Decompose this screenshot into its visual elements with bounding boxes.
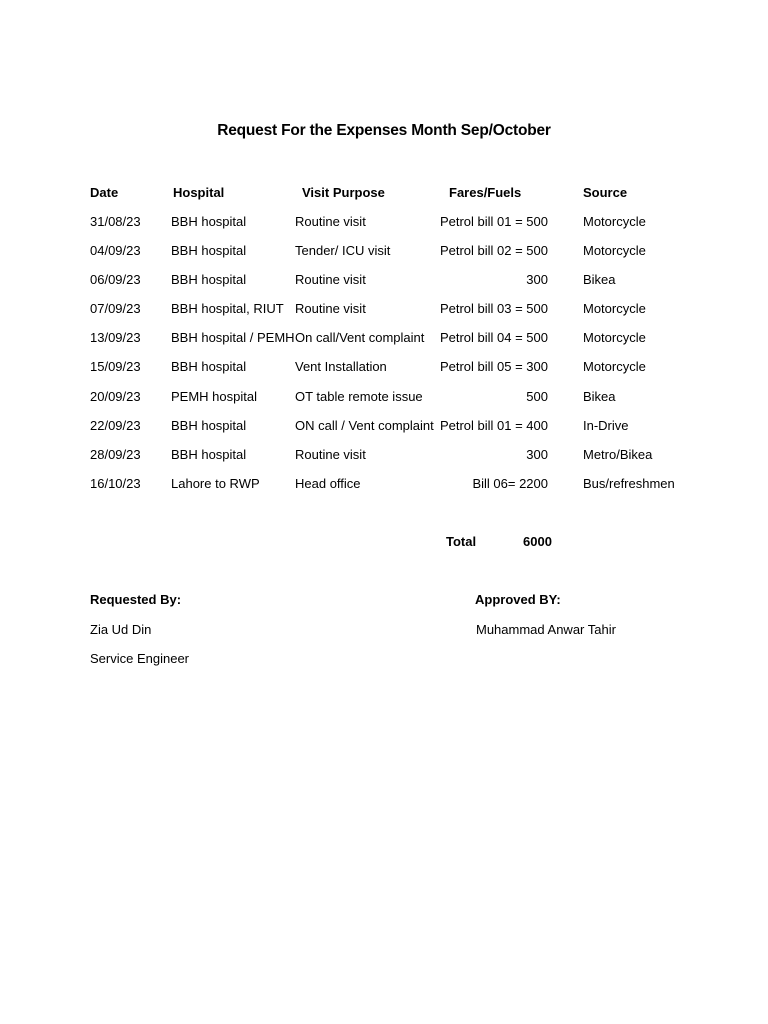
cell-visit-purpose: Routine visit: [295, 214, 366, 229]
document-title: Request For the Expenses Month Sep/October: [217, 122, 551, 139]
table-row: [0, 330, 768, 359]
cell-visit-purpose: Vent Installation: [295, 359, 387, 375]
cell-fare: Bill 06= 2200: [472, 475, 548, 491]
table-row: [0, 447, 768, 476]
cell-visit-purpose: Tender/ ICU visit: [295, 243, 391, 259]
table-row: [0, 418, 768, 447]
cell-visit-purpose: On call/Vent complaint: [295, 330, 425, 346]
cell-source: Bikea: [583, 272, 616, 288]
cell-visit-purpose: Routine visit: [295, 301, 366, 317]
cell-date: 04/09/23: [90, 243, 141, 259]
cell-date: 16/10/23: [90, 475, 141, 491]
requested-by-label: Requested By:: [90, 592, 182, 607]
cell-hospital: BBH hospital: [171, 359, 247, 375]
cell-hospital: BBH hospital: [171, 417, 247, 433]
table-row: [0, 214, 768, 243]
cell-hospital: BBH hospital, RIUT: [171, 301, 284, 317]
cell-source: Motorcycle: [583, 359, 646, 375]
cell-source: Motorcycle: [583, 243, 646, 259]
cell-source: Bus/refreshmen: [583, 475, 675, 491]
requested-by-role: Service Engineer: [90, 651, 189, 666]
table-row: [0, 359, 768, 388]
table-row: [0, 272, 768, 301]
cell-date: 07/09/23: [90, 301, 141, 317]
cell-date: 13/09/23: [90, 330, 141, 346]
cell-source: Motorcycle: [583, 214, 646, 229]
cell-fare: Petrol bill 01 = 400: [439, 417, 548, 433]
table-row: [0, 476, 768, 505]
cell-fare: Petrol bill 02 = 500: [439, 243, 548, 259]
cell-hospital: BBH hospital / PEMH: [171, 330, 295, 346]
header-fares-fuels: Fares/Fuels: [449, 185, 522, 200]
cell-hospital: Lahore to RWP: [171, 475, 260, 491]
header-visit-purpose: Visit Purpose: [302, 185, 385, 200]
approved-by-label: Approved BY:: [475, 592, 561, 607]
cell-visit-purpose: ON call / Vent complaint: [295, 417, 434, 433]
cell-fare: 300: [526, 272, 548, 288]
table-row: [0, 301, 768, 330]
cell-hospital: BBH hospital: [171, 214, 247, 229]
approved-by-name: Muhammad Anwar Tahir: [476, 622, 616, 637]
cell-date: 20/09/23: [90, 388, 141, 404]
header-source: Source: [583, 185, 628, 200]
cell-visit-purpose: OT table remote issue: [295, 388, 423, 404]
cell-source: Bikea: [583, 388, 616, 404]
cell-source: Metro/Bikea: [583, 446, 653, 462]
cell-source: Motorcycle: [583, 330, 646, 346]
cell-fare: Petrol bill 04 = 500: [439, 330, 548, 346]
header-date: Date: [90, 185, 119, 200]
cell-source: In-Drive: [583, 417, 629, 433]
cell-hospital: PEMH hospital: [171, 388, 257, 404]
expense-table: [0, 214, 768, 505]
cell-fare: 300: [526, 446, 548, 462]
cell-date: 06/09/23: [90, 272, 141, 288]
cell-hospital: BBH hospital: [171, 446, 247, 462]
cell-date: 15/09/23: [90, 359, 141, 375]
cell-fare: Petrol bill 05 = 300: [439, 359, 548, 375]
total-label: Total: [446, 534, 477, 549]
cell-visit-purpose: Routine visit: [295, 272, 366, 288]
cell-hospital: BBH hospital: [171, 272, 247, 288]
cell-date: 22/09/23: [90, 417, 141, 433]
cell-source: Motorcycle: [583, 301, 646, 317]
total-value: 6000: [523, 534, 552, 549]
table-row: [0, 389, 768, 418]
cell-date: 28/09/23: [90, 446, 141, 462]
header-hospital: Hospital: [173, 185, 225, 200]
cell-date: 31/08/23: [90, 214, 141, 229]
cell-visit-purpose: Routine visit: [295, 446, 366, 462]
table-row: [0, 243, 768, 272]
cell-fare: Petrol bill 03 = 500: [439, 301, 548, 317]
cell-fare: Petrol bill 01 = 500: [439, 214, 548, 229]
cell-fare: 500: [526, 388, 548, 404]
requested-by-name: Zia Ud Din: [90, 622, 152, 637]
cell-hospital: BBH hospital: [171, 243, 247, 259]
cell-visit-purpose: Head office: [295, 475, 361, 491]
